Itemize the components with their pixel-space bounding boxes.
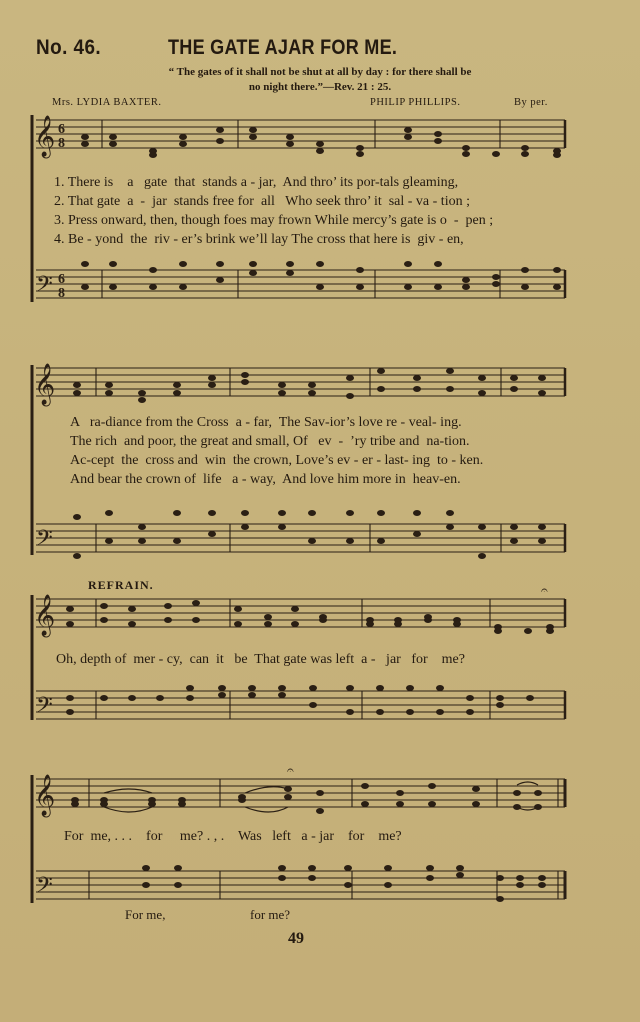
- verse-1-line: A ra-diance from the Cross a - far, The Sav-ior’s love re - veal- ing.: [70, 415, 462, 430]
- svg-text:𝄞: 𝄞: [34, 116, 56, 157]
- lyricist: Mrs. LYDIA BAXTER.: [52, 97, 162, 108]
- page-number: 49: [288, 930, 304, 947]
- verse-3-line: 3. Press onward, then, though foes may frown While mercy’s gate is o - pen ;: [54, 213, 494, 228]
- verse-2-line: 2. That gate a - jar stands free for all Who seek thro’ it sal - va - tion ;: [54, 194, 470, 209]
- refrain-lyric-line: Oh, depth of mer - cy, can it be That gate was left a - jar for me?: [56, 652, 465, 667]
- verse-2-line: The rich and poor, the great and small, Of ev - ’ry tribe and na-tion.: [70, 434, 470, 449]
- refrain-lyric-line: For me, . . . for me? . , . Was left a - jar for me?: [64, 829, 402, 844]
- music-system-1: [20, 110, 580, 310]
- verse-4-line: 4. Be - yond the riv - er’s brink we’ll lay The cross that here is giv - en,: [54, 232, 464, 247]
- permission-note: By per.: [514, 97, 548, 108]
- svg-text:𝄢: 𝄢: [36, 526, 53, 556]
- epigraph-line-2: no night there.”—Rev. 21 : 25.: [248, 81, 392, 93]
- hymn-title: THE GATE AJAR FOR ME.: [168, 36, 398, 59]
- hymn-number: No. 46.: [36, 36, 102, 59]
- verse-4-line: And bear the crown of life a - way, And love him more in heav-en.: [70, 472, 461, 487]
- svg-text:𝄞: 𝄞: [34, 595, 56, 636]
- svg-text:𝄐: 𝄐: [541, 583, 548, 597]
- bass-staff: [36, 270, 565, 298]
- verse-1-line: 1. There is a gate that stands a - jar, And thro’ its por-tals gleaming,: [54, 175, 459, 190]
- svg-text:6: 6: [58, 122, 65, 137]
- refrain-label: REFRAIN.: [88, 578, 154, 592]
- svg-text:𝄢: 𝄢: [36, 272, 53, 302]
- bass-lyric-for-me: For me,: [125, 907, 166, 922]
- bass-lyric-for-me-question: for me?: [250, 907, 291, 922]
- composer: PHILIP PHILLIPS.: [370, 97, 461, 108]
- svg-text:𝄐: 𝄐: [287, 763, 294, 777]
- svg-text:𝄢: 𝄢: [36, 693, 53, 723]
- epigraph-line-1: “ The gates of it shall not be shut at all by day : for there shall be: [168, 66, 472, 78]
- svg-text:6: 6: [58, 272, 65, 287]
- music-system-4: [20, 763, 580, 922]
- verse-3-line: Ac-cept the cross and win the crown, Love’s ev - er - last- ing to - ken.: [70, 453, 484, 468]
- svg-text:8: 8: [58, 286, 65, 301]
- svg-text:𝄞: 𝄞: [34, 775, 56, 816]
- svg-text:𝄞: 𝄞: [34, 364, 56, 405]
- music-system-2: [20, 360, 580, 560]
- svg-text:8: 8: [58, 136, 65, 151]
- svg-text:𝄢: 𝄢: [36, 873, 53, 903]
